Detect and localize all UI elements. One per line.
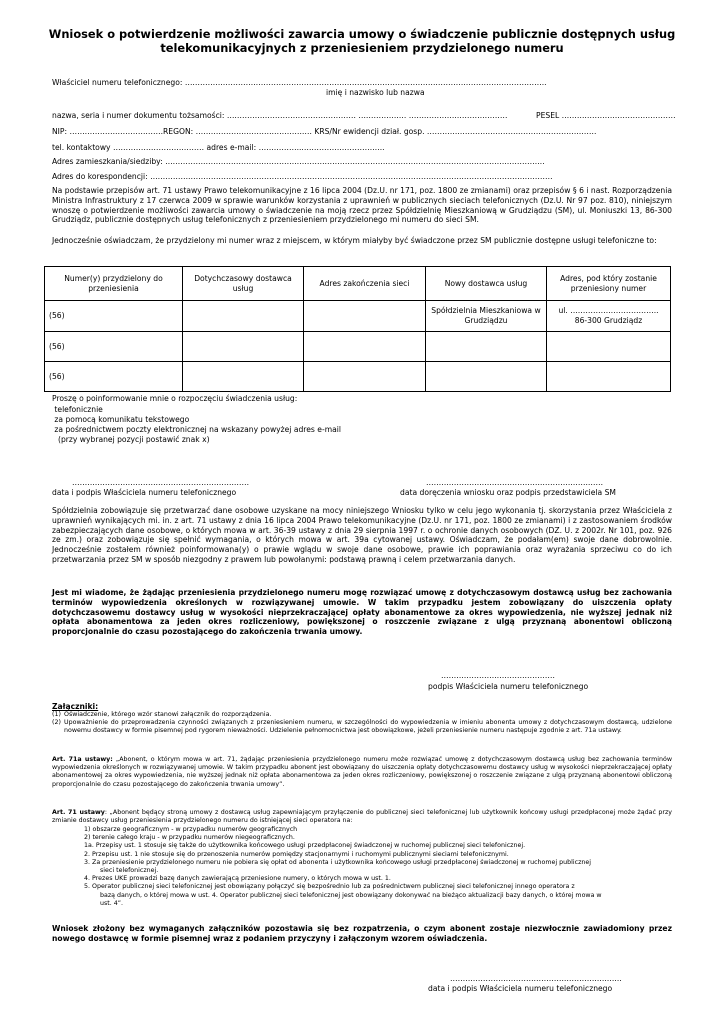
notify-hint: (przy wybranej pozycji postawić znak x) [58,435,210,444]
table-row [45,332,671,362]
new-provider-cell: Spółdzielnia Mieszkaniowa w Grudziądzu [426,301,547,332]
new-provider-cell[interactable] [426,332,547,362]
final-signature-label: data i podpis Właściciela numeru telefonicznego [428,984,613,993]
target-city: 86-300 Grudziądz [574,316,643,325]
network-address-cell[interactable] [304,362,426,392]
list-item: bazą danych, o której mowa w ust. 4. Operator publicznej sieci telefonicznej jest obowiązany dokonywać na bieżąco aktualizacji bazy danych, o której mowa w [100,891,602,899]
art-71-label: Art. 71 ustawy [52,809,105,816]
data-protection-paragraph: Spółdzielnia zobowiązuje się przetwarzać dane osobowe uzyskane na mocy niniejszego Wniosku tylko w celu jego wykonania tj. skorzystania przez Właściciela z uprawnień wynikających mi. in. z art. 71 ustawy z dnia 16 lipca 2004 Prawo telekomunikacyjne (Dz.U. nr 171, poz. 1800 ze zmianami) i z zastosowaniem środków zabezpieczających dane osobowe, o których mowa w art. 36-39 ustawy z dnia 29 sierpnia 1997 r. o ochronie danych osobowych (DZ. U. z 2002r. Nr 101, poz. 926 ze zm.) oraz zobowiązuje się spełnić wymagania, o których mowa w art. 39a cytowanej ustawy. Oświadczam, że podałam(em) swoje dane dobrowolnie. Jednocześnie zostałem również poinformowana(y) o prawie wglądu w swoje dane osobowe, prawie ich poprawiania oraz wyrażania sprzeciwu co do ich przetwarzania przez SM w sposób niezgodny z prawem lub powołanymi: podstawą prawną i celem przetwarzania danych. [52,506,672,564]
number-cell[interactable]: (56) [45,301,183,332]
final-paragraph: Wniosek złożony bez wymaganych załączników pozostawia się bez rozpatrzenia, o czym abonent zostaje niezwłocznie zawiadomiony przez nowego dostawcę w formie pisemnej wraz z podaniem przyczyny i załączonym wzorem oświadczenia. [52,924,672,943]
notify-option-phone[interactable] [52,405,103,415]
correspondence-field[interactable]: Adres do korespondencji: …………………………………………………………………………………………………………………………………………… [52,172,553,181]
notify-option-label: telefonicznie [54,405,103,414]
item-number: (2) [52,719,61,727]
notify-option-email[interactable] [52,425,341,435]
notify-question: Proszę o poinformowanie mnie o rozpoczęciu świadczenia usług: [52,394,298,403]
id-document-field[interactable]: nazwa, seria i numer dokumentu tożsamości: …………………………………………… ………………. ………………………………… [52,111,508,120]
table-row [45,362,671,392]
art-71a-block [52,756,672,789]
target-address-cell[interactable] [547,362,671,392]
consent-signature-line[interactable]: ……………………………………… [441,671,555,680]
list-item: 3. Za przeniesienie przydzielonego numeru nie pobiera się opłat od abonenta i użytkownika końcowego usługi przedpłaconej świadczonej w ruchomej publicznej [84,858,592,866]
provider-cell[interactable] [183,301,304,332]
table-header: Dotychczasowy dostawca usług [183,267,304,301]
owner-signature-label: data i podpis Właściciela numeru telefonicznego [52,488,237,497]
notify-option-label: za pomocą komunikatu tekstowego [54,415,190,424]
list-item: sieci telefonicznej. [100,867,159,875]
attachments-list [52,711,672,736]
numbers-table [44,266,671,392]
legal-notice-paragraph: Jest mi wiadome, że żądając przeniesienia przydzielonego numeru mogę rozwiązać umowę z dotychczasowym dostawcą usług bez zachowania terminów wypowiedzenia określonych w rozwiązywanej umowie. W takim przypadku jestem zobowiązany do uiszczenia opłaty dotychczasowemu dostawcy usług w wysokości nieprzekraczającej opłaty abonamentowe za okres wypowiedzenia, nie wyższej jednak niż opłata abonamentowa za jeden okres rozliczeniowy, powiększonej o roszczenie związane z ulgą przyznaną abonentowi obliczoną proporcjonalnie do czasu pozostającego do zakończenia trwania umowy. [52,588,672,637]
intro-paragraph-2: Jednocześnie oświadczam, że przydzielony mi numer wraz z miejscem, w którym miałyby być świadczone przez SM publicznie dostępne usługi telefoniczne to: [52,236,657,245]
list-item: 2) terenie całego kraju - w przypadku numerów niegeograficznych. [84,834,295,842]
nip-regon-krs-field[interactable]: NIP: ……………………………….REGON: ………………………………………. KRS/Nr ewidencji dział. gosp. …………………………………………………………. [52,127,597,136]
address-field[interactable]: Adres zamieszkania/siedziby: …………………………………………………………………………………………………………………………………… [52,157,545,166]
attachments-heading: Załączniki: [52,702,99,711]
provider-cell[interactable] [183,332,304,362]
sm-signature-line[interactable]: ……………………………………………………….…… [426,478,604,487]
art-71a-label: Art. 71a ustawy: [52,756,113,763]
notify-option-label: za pośrednictwem poczty elektronicznej na wskazany powyżej adres e-mail [54,425,341,434]
intro-paragraph: Na podstawie przepisów art. 71 ustawy Prawo telekomunikacyjne z 16 lipca 2004 (Dz.U. nr 171, poz. 1800 ze zmianami) oraz przepisów § 6 i nast. Rozporządzenia Ministra Infrastruktury z 17 czerwca 2009 w sprawie warunków korzystania z uprawnień w publicznych sieciach telefonicznych (Dz.U. Nr 97 poz. 810), niniejszym wnoszę o potwierdzenie możliwości zawarcia umowy o świadczenie na moją rzecz przez Spółdzielnię Mieszkaniową w Grudziądzu (SM), ul. Moniuszki 13, 86-300 Grudziądz, publicznie dostępnych usług telefonicznych z przeniesieniem przydzielonego mi numeru do sieci SM. [52,186,672,225]
list-item: 1a. Przepisy ust. 1 stosuje się także do użytkownika końcowego usługi przedpłaconej świadczonej w ruchomej publicznej sieci telefonicznej. [84,842,526,850]
title-line-1: Wniosek o potwierdzenie możliwości zawarcia umowy o świadczenie publicznie dostępnych usług [48,27,676,41]
item-number: (1) [52,711,61,718]
new-provider-cell[interactable] [426,362,547,392]
table-header: Adres, pod który zostanie przeniesiony numer [547,267,671,301]
table-header: Adres zakończenia sieci [304,267,426,301]
target-street: ul. …………………………….. [558,306,659,315]
final-signature-line[interactable]: ……………………………………………………..…… [450,974,622,983]
owner-field-hint: imię i nazwisko lub nazwa [326,88,425,97]
number-cell[interactable]: (56) [45,332,183,362]
table-header-row [45,267,671,301]
provider-cell[interactable] [183,362,304,392]
item-text: Oświadczenie, którego wzór stanowi załącznik do rozporządzenia. [64,711,272,718]
art-71a-text: „Abonent, o którym mowa w art. 71, żądając przeniesienia przydzielonego numeru może rozwiązać umowę z dotychczasowym dostawcą usług bez zachowania terminów wypowiedzenia określonych w rozwiązywanej umowie. W takim przypadku abonent jest obowiązany do uiszczenia opłaty dotychczasowemu dostawcy usług w wysokości nieprzekraczającej opłaty abonamentowej za okres wypowiedzenia, nie wyższej jednak niż opłata abonamentowa za jeden okres rozliczeniowy, powiększonej o roszczenie związane z ulgą przyznaną abonentowi obliczoną proporcjonalnie do czasu pozostającego do zakończenia trwania umowy”. [52,756,672,788]
list-item: 2. Przepisu ust. 1 nie stosuje się do przenoszenia numerów pomiędzy stacjonarnymi i ruchomymi publicznymi sieciami telefonicznymi. [84,850,509,858]
art-71-intro-text: : „Abonent będący stroną umowy z dostawcą usług zapewniającym przyłączenie do publicznej sieci telefonicznej lub użytkownik końcowy usługi przedpłaconej może żądać przy zmianie dostawcy usług przeniesienia przydzielonego numeru do istniejącej sieci operatora na: [52,809,672,825]
list-item [52,711,672,719]
art-71-points [84,826,672,908]
network-address-cell[interactable] [304,332,426,362]
target-address-cell[interactable] [547,332,671,362]
target-address-cell[interactable] [547,301,671,332]
network-address-cell[interactable] [304,301,426,332]
sm-signature-label: data doręczenia wniosku oraz podpis przedstawiciela SM [400,488,616,497]
list-item: 1) obszarze geograficznym - w przypadku numerów geograficznych [84,826,298,833]
contact-field[interactable]: tel. kontaktowy ……………………………… adres e-mail: ……………...………………………….. [52,143,385,152]
notify-option-sms[interactable] [52,415,189,425]
pesel-field[interactable]: PESEL ……………………………………… [536,111,676,120]
table-header: Numer(y) przydzielony do przeniesienia [45,267,183,301]
item-text: Upoważnienie do przeprowadzenia czynności związanych z przeniesieniem numeru, w szczególności do wypowiedzenia w imieniu abonenta umowy z dotychczasowym dostawcą, udzielone nowemu dostawcy w formie pisemnej pod rygorem nieważności. Udzielenie pełnomocnictwa jest obowiązkowe, jeżeli przeniesienie numeru następuje zgodnie z art. 71a ustawy. [64,719,672,735]
consent-signature-label: podpis Właściciela numeru telefonicznego [428,682,589,691]
table-header: Nowy dostawca usług [426,267,547,301]
art-71-intro [52,809,672,825]
table-row [45,301,671,332]
list-item: 4. Prezes UKE prowadzi bazę danych zawierającą przeniesione numery, o których mowa w ust. 1. [84,875,391,883]
document-title [40,27,684,55]
list-item: ust. 4”. [100,899,124,907]
title-line-2: telekomunikacyjnych z przeniesieniem przydzielonego numeru [160,41,564,55]
owner-signature-line[interactable]: ……………………………………………………….…… [72,478,250,487]
owner-field[interactable]: Właściciel numeru telefonicznego: …………………………………………………………………………………………………………………………….. [52,78,547,87]
list-item [52,719,672,735]
list-item: 5. Operator publicznej sieci telefonicznej jest obowiązany połączyć się bezpośrednio lub za pośrednictwem publicznej sieci telefonicznej innego operatora z [84,883,575,891]
number-cell[interactable]: (56) [45,362,183,392]
